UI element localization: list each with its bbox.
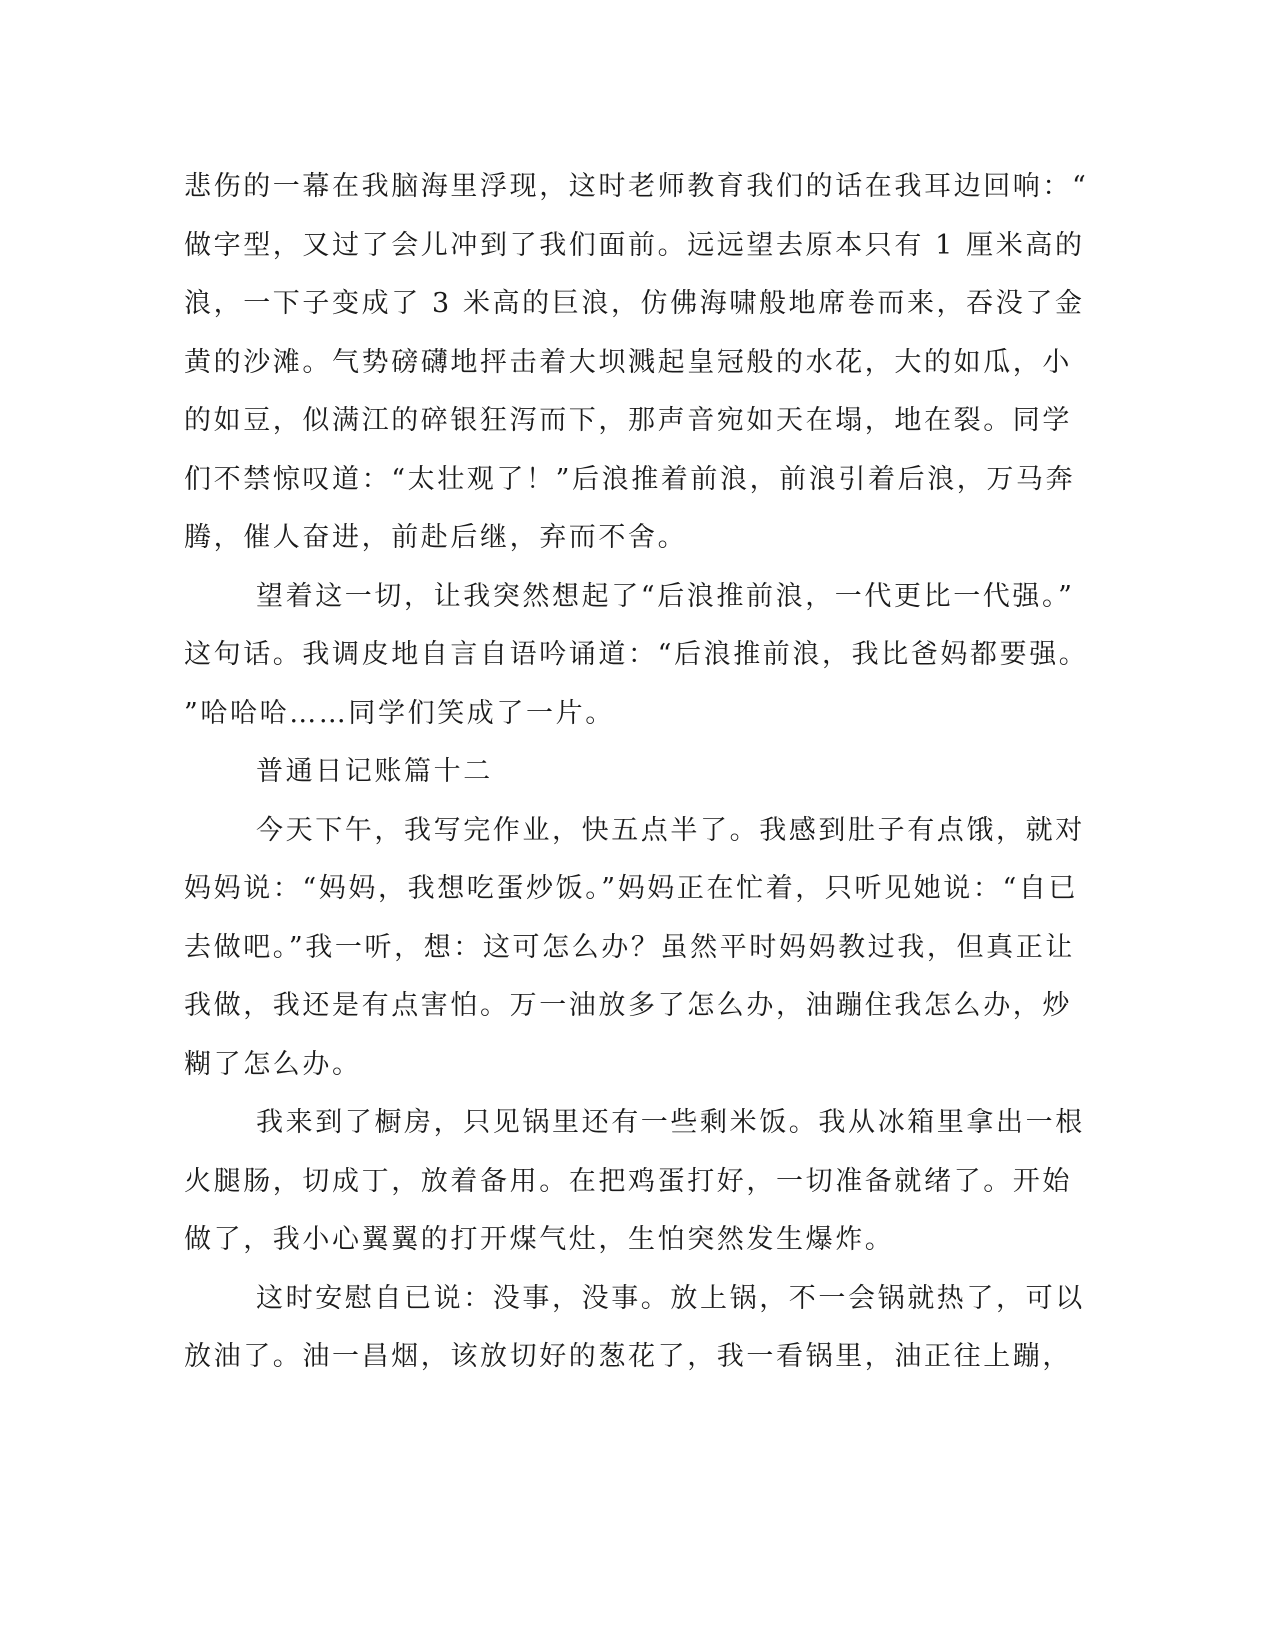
text-line: 去做吧。”我一听，想：这可怎么办？虽然平时妈妈教过我，但真正让 <box>184 931 1075 963</box>
text-line: 妈妈说：“妈妈，我想吃蛋炒饭。”妈妈正在忙着，只听见她说：“自已 <box>184 873 1079 904</box>
paragraph <box>184 568 1089 744</box>
text-line: 做字型，又过了会儿冲到了我们面前。远远望去原本只有 1 厘米高的 <box>184 229 1085 261</box>
text-line: 的如豆，似满江的碎银狂泻而下，那声音宛如天在塌，地在裂。同学 <box>184 405 1072 436</box>
paragraph <box>184 802 1085 1095</box>
text-line: 悲伤的一幕在我脑海里浮现，这时老师教育我们的话在我耳边回响：“ <box>184 171 1089 202</box>
text-line: 做了，我小心翼翼的打开煤气灶，生怕突然发生爆炸。 <box>184 1224 895 1255</box>
text-line: 们不禁惊叹道：“太壮观了！”后浪推着前浪，前浪引着后浪，万马奔 <box>184 463 1076 495</box>
body-text <box>184 158 1089 1387</box>
paragraph <box>184 158 1089 568</box>
text-line: 腾，催人奋进，前赴后继，弃而不舍。 <box>184 522 688 553</box>
text-line: 浪，一下子变成了 3 米高的巨浪，仿佛海啸般地席卷而来，吞没了金 <box>184 288 1085 319</box>
text-line: 糊了怎么办。 <box>184 1048 362 1080</box>
section-heading <box>184 743 1044 802</box>
text-line: 这句话。我调皮地自言自语吟诵道：“后浪推前浪，我比爸妈都要强。 <box>184 639 1089 670</box>
heading-text: 普通日记账篇十二 <box>256 756 493 787</box>
text-line: 黄的沙滩。气势磅礴地抨击着大坝溅起皇冠般的水花，大的如瓜，小 <box>184 346 1072 378</box>
text-line: 望着这一切，让我突然想起了“后浪推前浪，一代更比一代强。” <box>256 580 1075 612</box>
text-line: 我做，我还是有点害怕。万一油放多了怎么办，油蹦住我怎么办，炒 <box>184 990 1072 1021</box>
text-line: 这时安慰自已说：没事，没事。放上锅，不一会锅就热了，可以 <box>256 1282 1085 1314</box>
paragraph <box>184 1094 1085 1270</box>
text-line: 火腿肠，切成丁，放着备用。在把鸡蛋打好，一切准备就绪了。开始 <box>184 1165 1072 1197</box>
text-line: 放油了。油一昌烟，该放切好的葱花了，我一看锅里，油正往上蹦， <box>184 1341 1072 1372</box>
paragraph <box>184 1270 1085 1387</box>
text-line: 我来到了橱房，只见锅里还有一些剩米饭。我从冰箱里拿出一根 <box>256 1107 1085 1138</box>
text-line: ”哈哈哈……同学们笑成了一片。 <box>184 697 615 729</box>
text-line: 今天下午，我写完作业，快五点半了。我感到肚子有点饿，就对 <box>256 814 1085 846</box>
